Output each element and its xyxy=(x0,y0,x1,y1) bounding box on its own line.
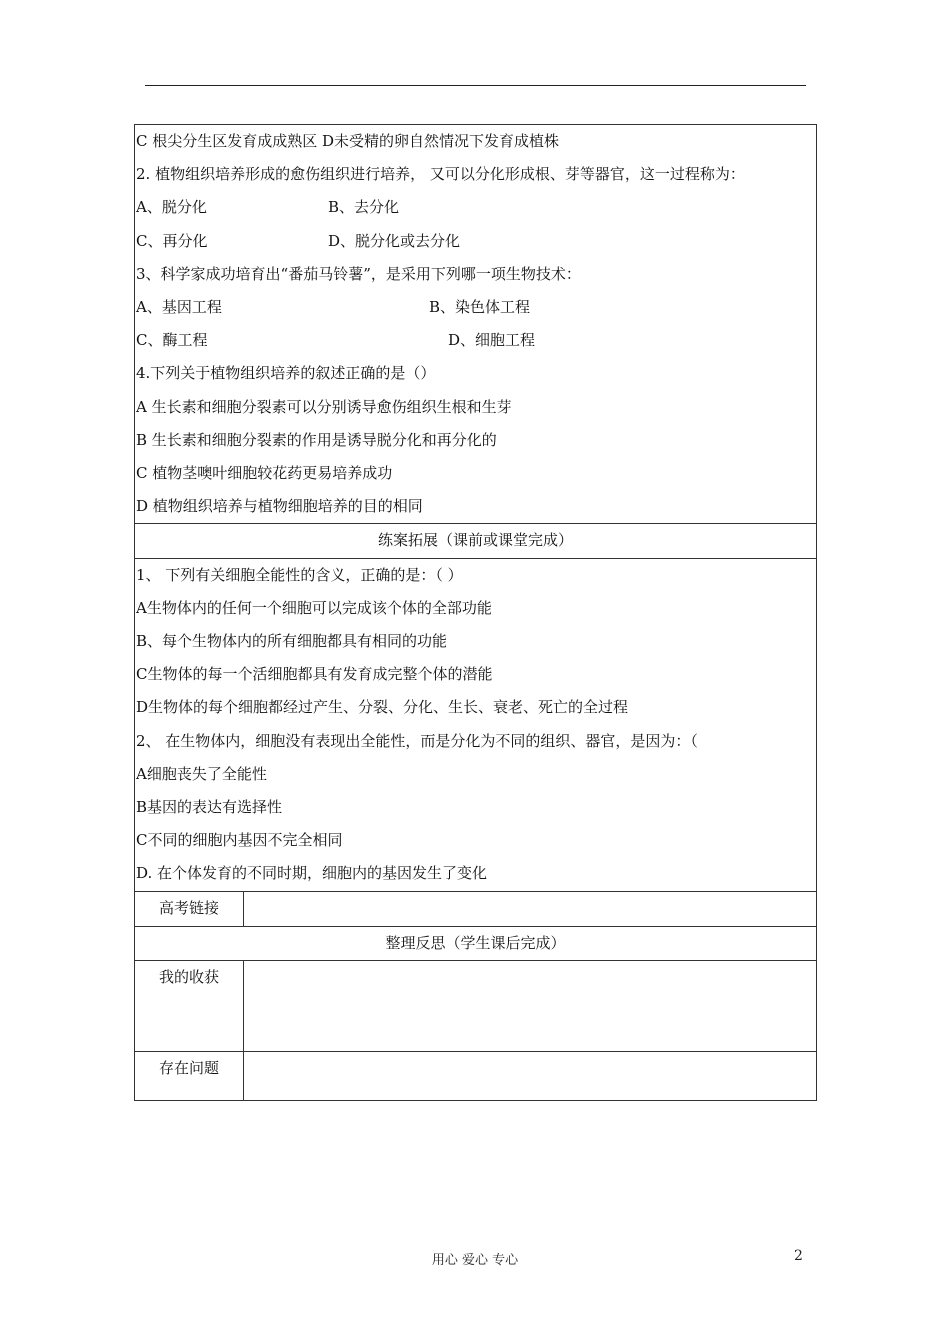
extension-cell xyxy=(135,558,817,891)
gaokao-content xyxy=(244,891,817,926)
option-line: C生物体的每一个活细胞都具有发育成完整个体的潜能 xyxy=(136,665,493,684)
questions-row xyxy=(135,125,817,524)
option-line xyxy=(135,191,816,224)
option-c: C、再分化 xyxy=(136,231,208,250)
option-line: B、每个生物体内的所有细胞都具有相同的功能 xyxy=(136,632,448,651)
option-line: C 植物茎噢叶细胞较花药更易培养成功 xyxy=(136,464,393,483)
reflection-header: 整理反思（学生课后完成） xyxy=(135,926,817,960)
worksheet-table xyxy=(134,124,817,1101)
option-line: D生物体的每个细胞都经过产生、分裂、分化、生长、衰老、死亡的全过程 xyxy=(136,698,629,717)
option-line: B基因的表达有选择性 xyxy=(136,798,283,817)
option-b: B、染色体工程 xyxy=(429,298,531,317)
option-line xyxy=(135,291,816,324)
extension-header-row xyxy=(135,524,817,558)
option-b: B、去分化 xyxy=(328,198,400,217)
question-line: C 根尖分生区发育成成熟区 D未受精的卵自然情况下发育成植株 xyxy=(136,132,560,150)
header-rule xyxy=(145,85,806,86)
option-c: C、酶工程 xyxy=(136,331,208,350)
option-line xyxy=(135,324,816,357)
option-a: A、脱分化 xyxy=(136,198,207,217)
option-d: D、脱分化或去分化 xyxy=(328,231,461,250)
extension-row xyxy=(135,558,817,891)
question-line: 1、 下列有关细胞全能性的含义，正确的是：（ ） xyxy=(136,565,463,584)
problem-label: 存在问题 xyxy=(135,1051,244,1100)
harvest-content xyxy=(244,960,817,1051)
footer-slogan: 用心 爱心 专心 xyxy=(431,1253,519,1268)
option-line: D. 在个体发育的不同时期，细胞内的基因发生了变化 xyxy=(136,864,488,883)
question-line: 3、科学家成功培育出“番茄马铃薯”，是采用下列哪一项生物技术： xyxy=(136,264,581,283)
extension-header: 练案拓展（课前或课堂完成） xyxy=(135,524,817,558)
option-line: D 植物组织培养与植物细胞培养的目的相同 xyxy=(136,497,423,516)
option-line: C不同的细胞内基因不完全相同 xyxy=(136,831,343,850)
option-line: B 生长素和细胞分裂素的作用是诱导脱分化和再分化的 xyxy=(136,430,497,449)
option-line: A 生长素和细胞分裂素可以分别诱导愈伤组织生根和生芽 xyxy=(136,397,512,416)
questions-cell xyxy=(135,125,817,524)
question-line: 2、 在生物体内，细胞没有表现出全能性，而是分化为不同的组织、器官，是因为：（ xyxy=(136,731,698,750)
harvest-row xyxy=(135,960,817,1051)
gaokao-row xyxy=(135,891,817,926)
harvest-label: 我的收获 xyxy=(135,960,244,1051)
option-line: A生物体内的任何一个细胞可以完成该个体的全部功能 xyxy=(136,598,492,617)
question-line: 4.下列关于植物组织培养的叙述正确的是（） xyxy=(136,364,436,383)
reflection-header-row xyxy=(135,926,817,960)
option-d: D、细胞工程 xyxy=(448,331,536,350)
option-line: A细胞丧失了全能性 xyxy=(136,764,267,783)
gaokao-label: 高考链接 xyxy=(135,891,244,926)
problem-content xyxy=(244,1051,817,1100)
question-line: 2. 植物组织培养形成的愈伤组织进行培养， 又可以分化形成根、芽等器官，这一过程称为： xyxy=(136,165,745,184)
problem-row xyxy=(135,1051,817,1100)
option-line xyxy=(135,225,816,258)
option-a: A、基因工程 xyxy=(136,298,222,317)
page-number: 2 xyxy=(794,1248,803,1264)
